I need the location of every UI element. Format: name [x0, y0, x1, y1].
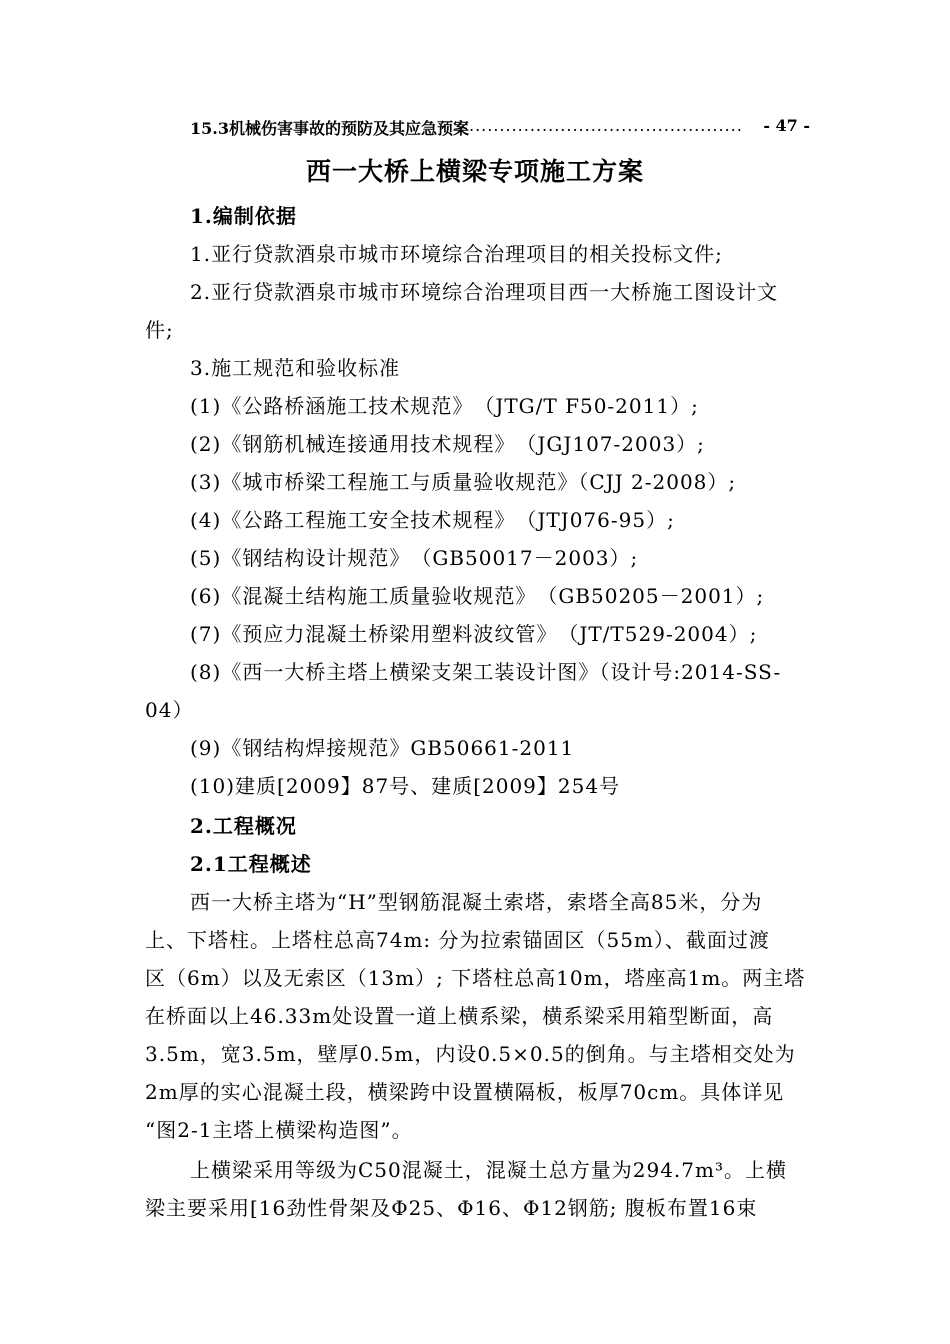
section-heading-1: 1.编制依据: [190, 204, 297, 228]
toc-entry-text: 15.3机械伤害事故的预防及其应急预案: [190, 119, 469, 138]
toc-page-number: - 47 -: [763, 116, 810, 135]
basis-item-2-line1: 2.亚行贷款酒泉市城市环境综合治理项目西一大桥施工图设计文: [190, 280, 779, 304]
standard-item-8-line1: (8)《西一大桥主塔上横梁支架工装设计图》（设计号:2014-SS-: [190, 660, 782, 684]
standard-item-9: (9)《钢结构焊接规范》GB50661-2011: [190, 736, 575, 760]
standard-item-1: (1)《公路桥涵施工技术规范》 （JTG/T F50-2011）;: [190, 394, 699, 418]
standard-item-4: (4)《公路工程施工安全技术规程》 （JTJ076-95）;: [190, 508, 675, 532]
overview-para-line: 2m厚的实心混凝土段，横梁跨中设置横隔板，板厚70cm。具体详见: [145, 1080, 785, 1104]
toc-entry[interactable]: [190, 116, 810, 139]
standard-item-2: (2)《钢筋机械连接通用技术规程》 （JGJ107-2003）;: [190, 432, 705, 456]
overview-para-line: 在桥面以上46.33m处设置一道上横系梁，横系梁采用箱型断面，高: [145, 1004, 774, 1028]
overview-para-line: 3.5m，宽3.5m，壁厚0.5m，内设0.5×0.5的倒角。与主塔相交处为: [145, 1042, 796, 1066]
beam-para-line: 上横梁采用等级为C50混凝土，混凝土总方量为294.7m³。上横: [190, 1158, 787, 1182]
toc-leader-dots: .............................................: [468, 116, 743, 135]
beam-para-line: 梁主要采用[16劲性骨架及Φ25、Φ16、Φ12钢筋; 腹板布置16束: [145, 1196, 758, 1220]
overview-para-line: 上、下塔柱。上塔柱总高74m: 分为拉索锚固区（55m）、截面过渡: [145, 928, 770, 952]
standard-item-7: (7)《预应力混凝土桥梁用塑料波纹管》 （JT/T529-2004）;: [190, 622, 758, 646]
section-heading-2-1: 2.1工程概述: [190, 852, 312, 876]
standard-item-3: (3)《城市桥梁工程施工与质量验收规范》（CJJ 2-2008）;: [190, 470, 737, 494]
standard-item-6: (6)《混凝土结构施工质量验收规范》 （GB50205－2001）;: [190, 584, 765, 608]
overview-para-line: “图2-1主塔上横梁构造图”。: [145, 1118, 413, 1142]
section-heading-2: 2.工程概况: [190, 814, 297, 838]
document-title: 西一大桥上横梁专项施工方案: [305, 157, 644, 186]
overview-para-line: 西一大桥主塔为“H”型钢筋混凝土索塔，索塔全高85米，分为: [190, 890, 763, 914]
standard-item-10: (10)建质[2009】87号、建质[2009】254号: [190, 774, 621, 798]
basis-item-3: 3.施工规范和验收标准: [190, 356, 401, 380]
basis-item-2-line2: 件;: [145, 318, 174, 342]
standard-item-8-line2: 04）: [145, 698, 194, 722]
basis-item-1: 1.亚行贷款酒泉市城市环境综合治理项目的相关投标文件;: [190, 242, 723, 266]
standard-item-5: (5)《钢结构设计规范》 （GB50017－2003）;: [190, 546, 639, 570]
overview-para-line: 区（6m）以及无索区（13m）; 下塔柱总高10m，塔座高1m。两主塔: [145, 966, 806, 990]
